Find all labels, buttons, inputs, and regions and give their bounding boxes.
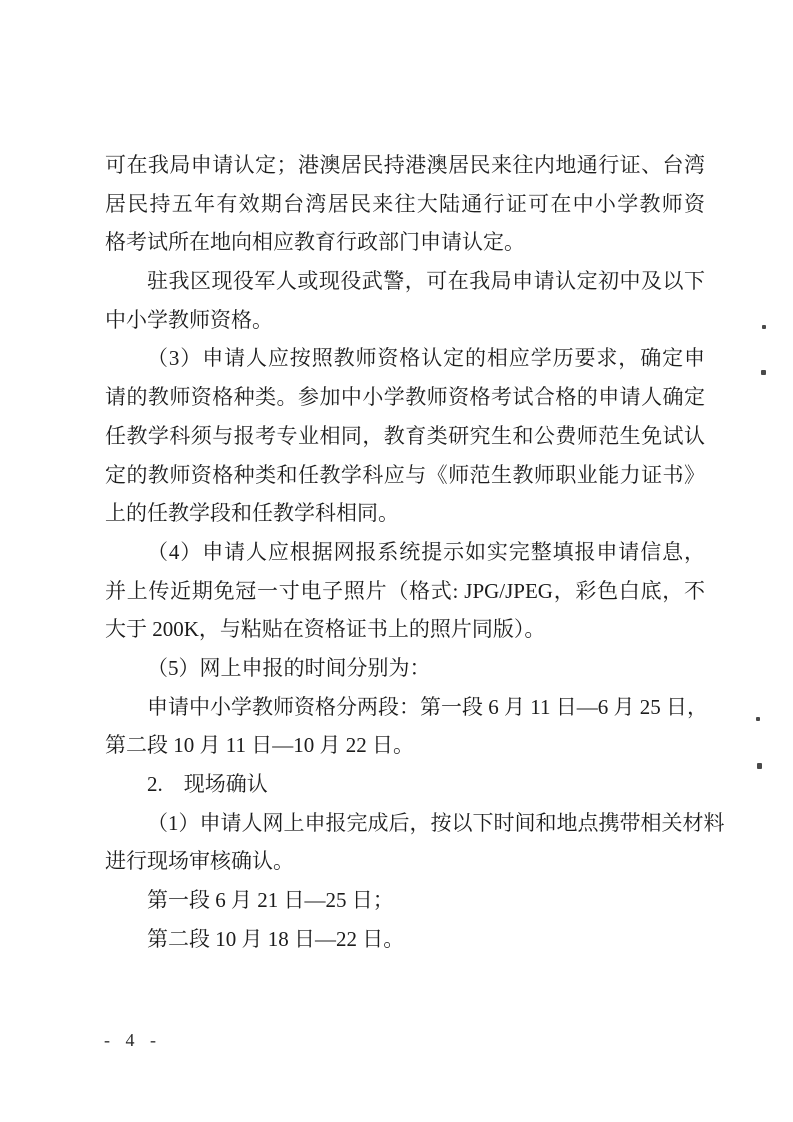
text-line: 居民持五年有效期台湾居民来往大陆通行证可在中小学教师资 — [105, 191, 705, 216]
text-line: 第一段 6 月 21 日—25 日； — [147, 888, 394, 913]
text-line: 进行现场审核确认。 — [105, 849, 294, 874]
text-line: 定的教师资格种类和任教学科应与《师范生教师职业能力证书》 — [105, 462, 705, 487]
scan-speck — [756, 717, 760, 721]
page-number: - 4 - — [104, 1030, 158, 1050]
text-line: （3）申请人应按照教师资格认定的相应学历要求，确定申 — [147, 346, 705, 371]
text-line: （1）申请人网上申报完成后，按以下时间和地点携带相关材料 — [147, 810, 725, 835]
text-line: 申请中小学教师资格分两段：第一段 6 月 11 日—6 月 25 日， — [147, 694, 708, 719]
scan-speck — [762, 325, 766, 329]
text-line: 大于 200K，与粘贴在资格证书上的照片同版）。 — [105, 617, 546, 642]
text-line: 2. 现场确认 — [147, 772, 268, 796]
text-line: 可在我局申请认定；港澳居民持港澳居民来往内地通行证、台湾 — [105, 153, 705, 177]
text-line: 请的教师资格种类。参加中小学教师资格考试合格的申请人确定 — [105, 385, 705, 410]
text-line: 上的任教学段和任教学科相同。 — [105, 501, 399, 526]
text-line: 第二段 10 月 18 日—22 日。 — [147, 926, 405, 951]
text-line: 任教学科须与报考专业相同，教育类研究生和公费师范生免试认 — [105, 423, 705, 448]
text-line: 中小学教师资格。 — [105, 307, 273, 332]
text-line: 驻我区现役军人或现役武警，可在我局申请认定初中及以下 — [147, 269, 705, 294]
scan-speck — [757, 763, 762, 769]
text-block — [105, 146, 725, 958]
scan-speck — [761, 370, 766, 375]
text-line: 第二段 10 月 11 日—10 月 22 日。 — [105, 733, 414, 758]
text-line: 格考试所在地向相应教育行政部门申请认定。 — [105, 230, 525, 255]
text-line: 并上传近期免冠一寸电子照片（格式: JPG/JPEG，彩色白底，不 — [105, 578, 705, 603]
text-line: （5）网上申报的时间分别为： — [147, 655, 431, 680]
text-line: （4）申请人应根据网报系统提示如实完整填报申请信息， — [147, 539, 705, 564]
